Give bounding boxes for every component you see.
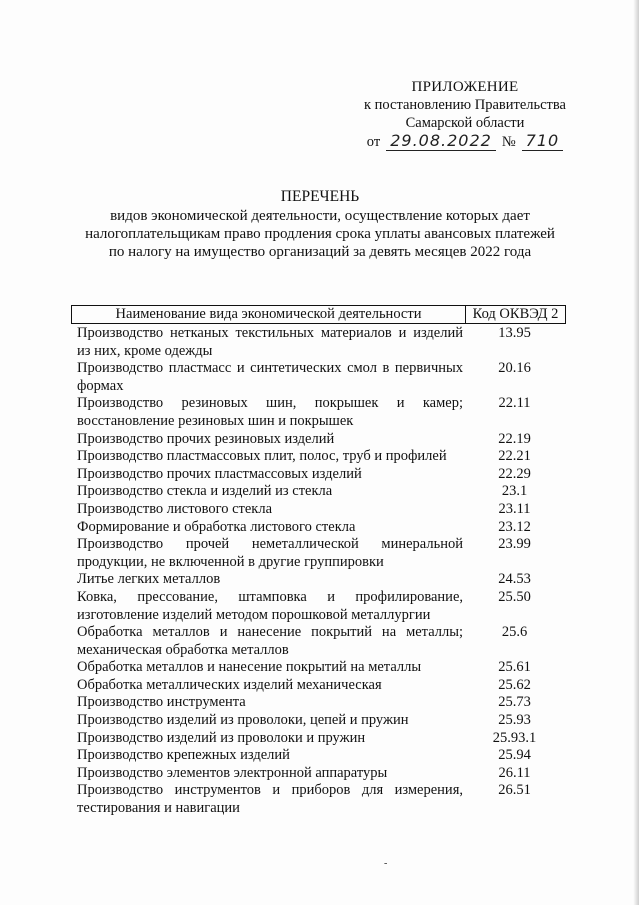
activity-name: Литье легких металлов bbox=[77, 571, 221, 588]
activity-name: Производство прочих резиновых изделий bbox=[77, 430, 335, 447]
activity-name: Обработка металлов и нанесение покрытий на металлы; механическая обработка металлов bbox=[77, 624, 463, 658]
column-header-name: Наименование вида экономической деятельности bbox=[72, 306, 466, 323]
activity-name: Производство изделий из проволоки, цепей и пружин bbox=[77, 712, 409, 729]
table-row bbox=[71, 712, 566, 730]
footer-mark: - bbox=[384, 858, 388, 869]
column-header-code: Код ОКВЭД 2 bbox=[472, 306, 559, 322]
activity-name: Производство резиновых шин, покрышек и камер; восстановление резиновых шин и покрышек bbox=[77, 395, 463, 429]
table-row bbox=[71, 448, 566, 466]
activity-name: Производство изделий из проволоки и пружин bbox=[77, 729, 366, 746]
okved-code: 26.11 bbox=[498, 764, 531, 781]
okved-code: 22.21 bbox=[498, 448, 531, 465]
activity-name: Производство элементов электронной аппаратуры bbox=[77, 764, 388, 781]
activity-name: Производство крепежных изделий bbox=[77, 747, 290, 764]
table-row bbox=[71, 765, 566, 783]
activity-name: Производство инструмента bbox=[77, 694, 246, 711]
table-row bbox=[71, 360, 566, 395]
okved-code: 24.53 bbox=[498, 571, 531, 588]
activity-name: Производство пластмассовых плит, полос, труб и профилей bbox=[77, 448, 447, 465]
table-header bbox=[71, 305, 566, 324]
okved-code: 23.99 bbox=[498, 536, 531, 553]
table-row bbox=[71, 519, 566, 537]
list-title-line-1: видов экономической деятельности, осуществление которых дает bbox=[110, 208, 530, 224]
list-title-line-3: по налогу на имущество организаций за девять месяцев 2022 года bbox=[108, 244, 532, 260]
handwritten-number: 710 bbox=[522, 132, 564, 151]
activity-table bbox=[71, 305, 566, 818]
okved-code: 23.1 bbox=[501, 483, 528, 500]
activity-name: Обработка металлов и нанесение покрытий на металлы bbox=[77, 659, 422, 676]
table-row bbox=[71, 483, 566, 501]
activity-name: Обработка металлических изделий механическая bbox=[77, 676, 382, 693]
activity-name: Производство инструментов и приборов для измерения, тестирования и навигации bbox=[77, 782, 463, 817]
okved-code: 25.6 bbox=[501, 624, 528, 641]
activity-name: Производство нетканых текстильных материалов и изделий из них, кроме одежды bbox=[77, 325, 463, 359]
table-row bbox=[71, 694, 566, 712]
table-row bbox=[71, 431, 566, 449]
appendix-block bbox=[330, 78, 600, 151]
list-title-line-2: налогоплательщикам право продления срока уплаты авансовых платежей bbox=[85, 226, 555, 242]
activity-name: Производство пластмасс и синтетических смол в первичных формах bbox=[77, 360, 463, 394]
okved-code: 13.95 bbox=[498, 325, 531, 341]
okved-code: 25.61 bbox=[498, 659, 531, 676]
okved-code: 25.94 bbox=[498, 747, 531, 764]
table-row bbox=[71, 466, 566, 484]
okved-code: 25.73 bbox=[498, 694, 531, 711]
okved-code: 25.62 bbox=[498, 676, 531, 693]
list-heading: ПЕРЕЧЕНЬ bbox=[280, 188, 360, 205]
activity-name: Производство стекла и изделий из стекла bbox=[77, 483, 333, 500]
okved-code: 22.11 bbox=[498, 395, 531, 412]
table-row bbox=[71, 395, 566, 430]
table-row bbox=[71, 624, 566, 659]
from-label: от bbox=[366, 134, 381, 150]
handwritten-date: 29.08.2022 bbox=[386, 132, 496, 151]
appendix-title: ПРИЛОЖЕНИЕ bbox=[411, 79, 519, 95]
okved-code: 23.11 bbox=[498, 500, 531, 517]
list-title-block bbox=[70, 188, 570, 261]
appendix-line-2: Самарской области bbox=[405, 115, 525, 131]
okved-code: 25.93 bbox=[498, 712, 531, 729]
table-row bbox=[71, 501, 566, 519]
okved-code: 23.12 bbox=[498, 518, 531, 535]
okved-code: 22.29 bbox=[498, 465, 531, 482]
activity-name: Производство прочей неметаллической минеральной продукции, не включенной в другие группировки bbox=[77, 536, 463, 570]
okved-code: 20.16 bbox=[498, 360, 531, 377]
page-edge-shadow bbox=[633, 0, 639, 905]
activity-name: Производство листового стекла bbox=[77, 500, 273, 517]
table-row bbox=[71, 571, 566, 589]
okved-code: 25.93.1 bbox=[492, 729, 537, 746]
table-body bbox=[71, 324, 566, 818]
okved-code: 25.50 bbox=[498, 588, 531, 605]
table-row bbox=[71, 536, 566, 571]
table-row bbox=[71, 677, 566, 695]
okved-code: 26.51 bbox=[498, 782, 531, 799]
appendix-date-number-row bbox=[330, 132, 600, 151]
table-row bbox=[71, 782, 566, 817]
table-row bbox=[71, 589, 566, 624]
activity-name: Ковка, прессование, штамповка и профилирование, изготовление изделий методом порошковой металлургии bbox=[77, 588, 463, 623]
activity-name: Формирование и обработка листового стекла bbox=[77, 518, 356, 535]
okved-code: 22.19 bbox=[498, 430, 531, 447]
table-row bbox=[71, 659, 566, 677]
table-row bbox=[71, 747, 566, 765]
table-row bbox=[71, 325, 566, 360]
activity-name: Производство прочих пластмассовых изделий bbox=[77, 465, 362, 482]
number-label: № bbox=[501, 134, 516, 150]
appendix-line-1: к постановлению Правительства bbox=[364, 97, 566, 113]
table-row bbox=[71, 730, 566, 748]
